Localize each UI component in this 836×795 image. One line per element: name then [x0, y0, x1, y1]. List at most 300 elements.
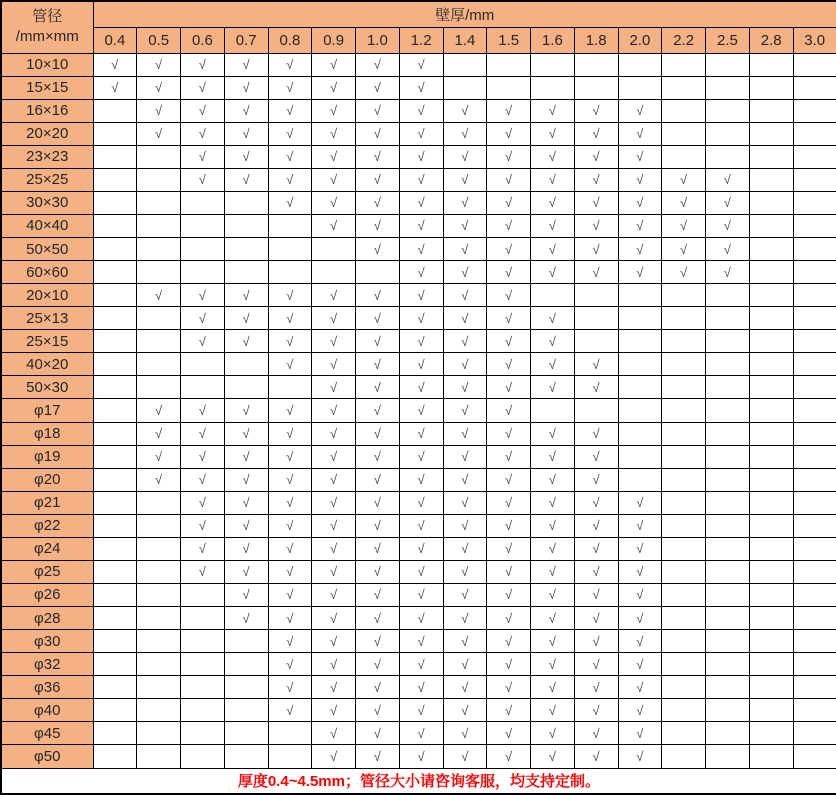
empty-cell [93, 537, 137, 560]
check-cell: √ [443, 491, 487, 514]
empty-cell [574, 399, 618, 422]
empty-cell [706, 307, 750, 330]
check-cell: √ [224, 445, 268, 468]
col-header-1.2: 1.2 [399, 27, 443, 53]
empty-cell [268, 376, 312, 399]
empty-cell [93, 330, 137, 353]
check-cell: √ [312, 214, 356, 237]
empty-cell [356, 261, 400, 284]
check-cell: √ [312, 99, 356, 122]
empty-cell [662, 699, 706, 722]
empty-cell [268, 214, 312, 237]
check-cell: √ [574, 676, 618, 699]
check-cell: √ [618, 145, 662, 168]
check-cell: √ [487, 491, 531, 514]
empty-cell [662, 399, 706, 422]
check-cell: √ [443, 353, 487, 376]
check-cell: √ [399, 353, 443, 376]
check-cell: √ [487, 214, 531, 237]
empty-cell [268, 745, 312, 768]
row-label: φ17 [1, 399, 93, 422]
check-cell: √ [181, 560, 225, 583]
empty-cell [137, 238, 181, 261]
check-cell: √ [574, 745, 618, 768]
check-cell: √ [574, 191, 618, 214]
col-header-1.4: 1.4 [443, 27, 487, 53]
empty-cell [181, 583, 225, 606]
check-cell: √ [487, 745, 531, 768]
empty-cell [662, 745, 706, 768]
check-cell: √ [531, 537, 575, 560]
row-label: 25×15 [1, 330, 93, 353]
empty-cell [224, 676, 268, 699]
check-cell: √ [268, 491, 312, 514]
empty-cell [706, 699, 750, 722]
check-cell: √ [531, 583, 575, 606]
check-cell: √ [662, 214, 706, 237]
check-cell: √ [399, 560, 443, 583]
empty-cell [749, 607, 793, 630]
check-cell: √ [312, 607, 356, 630]
check-cell: √ [399, 468, 443, 491]
empty-cell [93, 607, 137, 630]
check-cell: √ [268, 422, 312, 445]
empty-cell [749, 445, 793, 468]
check-cell: √ [618, 238, 662, 261]
table-row [1, 399, 836, 422]
check-cell: √ [487, 145, 531, 168]
empty-cell [706, 653, 750, 676]
check-cell: √ [312, 284, 356, 307]
row-label: φ32 [1, 653, 93, 676]
check-cell: √ [399, 238, 443, 261]
table-row [1, 76, 836, 99]
empty-cell [662, 560, 706, 583]
check-cell: √ [181, 168, 225, 191]
check-cell: √ [706, 261, 750, 284]
check-cell: √ [312, 676, 356, 699]
empty-cell [93, 399, 137, 422]
check-cell: √ [181, 330, 225, 353]
check-cell: √ [618, 560, 662, 583]
check-cell: √ [224, 583, 268, 606]
empty-cell [224, 699, 268, 722]
table-row [1, 168, 836, 191]
check-cell: √ [356, 514, 400, 537]
empty-cell [793, 399, 836, 422]
empty-cell [181, 653, 225, 676]
check-cell: √ [531, 676, 575, 699]
check-cell: √ [181, 76, 225, 99]
check-cell: √ [531, 491, 575, 514]
empty-cell [137, 376, 181, 399]
check-cell: √ [487, 468, 531, 491]
row-label: 50×30 [1, 376, 93, 399]
empty-cell [137, 653, 181, 676]
check-cell: √ [574, 99, 618, 122]
check-cell: √ [574, 238, 618, 261]
empty-cell [181, 722, 225, 745]
check-cell: √ [574, 630, 618, 653]
table-row [1, 53, 836, 76]
table-row [1, 699, 836, 722]
check-cell: √ [399, 122, 443, 145]
thickness-header: 壁厚/mm [93, 1, 836, 27]
empty-cell [93, 238, 137, 261]
empty-cell [137, 145, 181, 168]
check-cell: √ [531, 422, 575, 445]
check-cell: √ [268, 99, 312, 122]
check-cell: √ [399, 745, 443, 768]
check-cell: √ [531, 307, 575, 330]
empty-cell [662, 76, 706, 99]
empty-cell [749, 122, 793, 145]
check-cell: √ [224, 468, 268, 491]
check-cell: √ [443, 745, 487, 768]
check-cell: √ [531, 99, 575, 122]
empty-cell [93, 284, 137, 307]
check-cell: √ [399, 399, 443, 422]
row-label: φ18 [1, 422, 93, 445]
check-cell: √ [443, 607, 487, 630]
empty-cell [224, 376, 268, 399]
empty-cell [531, 53, 575, 76]
check-cell: √ [356, 122, 400, 145]
empty-cell [181, 630, 225, 653]
col-header-1.6: 1.6 [531, 27, 575, 53]
empty-cell [793, 722, 836, 745]
table-row [1, 191, 836, 214]
empty-cell [181, 376, 225, 399]
row-label: 40×40 [1, 214, 93, 237]
empty-cell [531, 284, 575, 307]
empty-cell [793, 422, 836, 445]
check-cell: √ [399, 491, 443, 514]
empty-cell [662, 468, 706, 491]
empty-cell [662, 537, 706, 560]
check-cell: √ [268, 399, 312, 422]
check-cell: √ [268, 330, 312, 353]
check-cell: √ [312, 376, 356, 399]
check-cell: √ [618, 99, 662, 122]
check-cell: √ [487, 284, 531, 307]
check-cell: √ [224, 168, 268, 191]
empty-cell [224, 745, 268, 768]
check-cell: √ [399, 653, 443, 676]
col-header-0.6: 0.6 [181, 27, 225, 53]
check-cell: √ [399, 330, 443, 353]
empty-cell [706, 560, 750, 583]
table-row [1, 330, 836, 353]
check-cell: √ [443, 560, 487, 583]
check-cell: √ [312, 537, 356, 560]
check-cell: √ [181, 468, 225, 491]
check-cell: √ [574, 376, 618, 399]
check-cell: √ [443, 307, 487, 330]
empty-cell [793, 168, 836, 191]
table-row [1, 560, 836, 583]
check-cell: √ [574, 491, 618, 514]
empty-cell [706, 445, 750, 468]
table-row [1, 653, 836, 676]
check-cell: √ [487, 607, 531, 630]
empty-cell [706, 422, 750, 445]
check-cell: √ [356, 583, 400, 606]
empty-cell [793, 491, 836, 514]
empty-cell [749, 653, 793, 676]
table-row [1, 122, 836, 145]
empty-cell [662, 607, 706, 630]
empty-cell [749, 238, 793, 261]
check-cell: √ [531, 630, 575, 653]
empty-cell [93, 445, 137, 468]
check-cell: √ [487, 537, 531, 560]
check-cell: √ [531, 468, 575, 491]
check-cell: √ [487, 376, 531, 399]
col-header-1.0: 1.0 [356, 27, 400, 53]
check-cell: √ [662, 261, 706, 284]
row-label: 40×20 [1, 353, 93, 376]
check-cell: √ [268, 284, 312, 307]
row-label: φ50 [1, 745, 93, 768]
check-cell: √ [356, 445, 400, 468]
check-cell: √ [356, 630, 400, 653]
check-cell: √ [356, 145, 400, 168]
col-header-2.8: 2.8 [749, 27, 793, 53]
check-cell: √ [399, 99, 443, 122]
empty-cell [749, 168, 793, 191]
empty-cell [531, 76, 575, 99]
empty-cell [706, 99, 750, 122]
check-cell: √ [618, 653, 662, 676]
empty-cell [93, 307, 137, 330]
check-cell: √ [312, 653, 356, 676]
check-cell: √ [443, 330, 487, 353]
empty-cell [706, 630, 750, 653]
check-cell: √ [312, 76, 356, 99]
check-cell: √ [487, 445, 531, 468]
table-row [1, 376, 836, 399]
empty-cell [574, 53, 618, 76]
empty-cell [618, 330, 662, 353]
check-cell: √ [706, 168, 750, 191]
check-cell: √ [574, 168, 618, 191]
check-cell: √ [443, 168, 487, 191]
row-label: φ26 [1, 583, 93, 606]
empty-cell [268, 722, 312, 745]
check-cell: √ [356, 307, 400, 330]
check-cell: √ [312, 353, 356, 376]
empty-cell [618, 422, 662, 445]
check-cell: √ [618, 122, 662, 145]
empty-cell [93, 722, 137, 745]
empty-cell [706, 676, 750, 699]
empty-cell [618, 399, 662, 422]
check-cell: √ [224, 284, 268, 307]
empty-cell [793, 445, 836, 468]
check-cell: √ [356, 422, 400, 445]
empty-cell [137, 607, 181, 630]
check-cell: √ [356, 607, 400, 630]
row-label: φ19 [1, 445, 93, 468]
check-cell: √ [356, 560, 400, 583]
empty-cell [93, 630, 137, 653]
check-cell: √ [399, 514, 443, 537]
empty-cell [793, 353, 836, 376]
check-cell: √ [224, 99, 268, 122]
empty-cell [93, 261, 137, 284]
empty-cell [93, 583, 137, 606]
empty-cell [181, 238, 225, 261]
empty-cell [706, 745, 750, 768]
check-cell: √ [574, 214, 618, 237]
check-cell: √ [181, 422, 225, 445]
empty-cell [793, 583, 836, 606]
empty-cell [443, 53, 487, 76]
empty-cell [137, 514, 181, 537]
check-cell: √ [399, 537, 443, 560]
corner-header-cell [1, 1, 93, 53]
check-cell: √ [574, 514, 618, 537]
check-cell: √ [618, 607, 662, 630]
empty-cell [793, 214, 836, 237]
empty-cell [137, 537, 181, 560]
empty-cell [93, 99, 137, 122]
table-row [1, 514, 836, 537]
check-cell: √ [574, 583, 618, 606]
empty-cell [93, 122, 137, 145]
empty-cell [137, 745, 181, 768]
check-cell: √ [531, 607, 575, 630]
empty-cell [93, 468, 137, 491]
check-cell: √ [312, 168, 356, 191]
check-cell: √ [268, 307, 312, 330]
check-cell: √ [487, 560, 531, 583]
empty-cell [793, 330, 836, 353]
row-label: 15×15 [1, 76, 93, 99]
empty-cell [137, 630, 181, 653]
check-cell: √ [356, 376, 400, 399]
col-header-1.8: 1.8 [574, 27, 618, 53]
empty-cell [181, 261, 225, 284]
check-cell: √ [574, 445, 618, 468]
empty-cell [793, 653, 836, 676]
empty-cell [662, 722, 706, 745]
row-label: 10×10 [1, 53, 93, 76]
empty-cell [618, 284, 662, 307]
empty-cell [574, 307, 618, 330]
table-row [1, 445, 836, 468]
empty-cell [706, 145, 750, 168]
empty-cell [224, 722, 268, 745]
row-label: φ30 [1, 630, 93, 653]
empty-cell [487, 76, 531, 99]
check-cell: √ [618, 168, 662, 191]
empty-cell [662, 99, 706, 122]
empty-cell [793, 514, 836, 537]
empty-cell [93, 422, 137, 445]
check-cell: √ [443, 261, 487, 284]
table-row [1, 353, 836, 376]
empty-cell [793, 99, 836, 122]
check-cell: √ [268, 76, 312, 99]
check-cell: √ [531, 653, 575, 676]
check-cell: √ [137, 468, 181, 491]
check-cell: √ [356, 399, 400, 422]
check-cell: √ [443, 699, 487, 722]
check-cell: √ [531, 745, 575, 768]
check-cell: √ [224, 537, 268, 560]
empty-cell [793, 676, 836, 699]
check-cell: √ [443, 422, 487, 445]
empty-cell [749, 537, 793, 560]
check-cell: √ [181, 399, 225, 422]
empty-cell [749, 468, 793, 491]
empty-cell [749, 145, 793, 168]
check-cell: √ [137, 399, 181, 422]
check-cell: √ [93, 76, 137, 99]
check-cell: √ [268, 560, 312, 583]
check-cell: √ [487, 307, 531, 330]
empty-cell [662, 145, 706, 168]
empty-cell [662, 284, 706, 307]
check-cell: √ [487, 168, 531, 191]
empty-cell [93, 376, 137, 399]
col-header-0.4: 0.4 [93, 27, 137, 53]
row-label: 60×60 [1, 261, 93, 284]
check-cell: √ [399, 607, 443, 630]
empty-cell [574, 284, 618, 307]
empty-cell [793, 376, 836, 399]
table-row [1, 422, 836, 445]
empty-cell [706, 284, 750, 307]
table-row [1, 583, 836, 606]
empty-cell [93, 145, 137, 168]
table-row [1, 491, 836, 514]
empty-cell [793, 145, 836, 168]
check-cell: √ [399, 307, 443, 330]
empty-cell [93, 653, 137, 676]
empty-cell [224, 238, 268, 261]
empty-cell [93, 560, 137, 583]
check-cell: √ [181, 491, 225, 514]
check-cell: √ [443, 653, 487, 676]
empty-cell [137, 168, 181, 191]
col-header-2.0: 2.0 [618, 27, 662, 53]
empty-cell [93, 214, 137, 237]
empty-cell [793, 76, 836, 99]
check-cell: √ [618, 261, 662, 284]
check-cell: √ [487, 514, 531, 537]
check-cell: √ [574, 468, 618, 491]
empty-cell [793, 261, 836, 284]
empty-cell [224, 653, 268, 676]
check-cell: √ [137, 53, 181, 76]
check-cell: √ [574, 122, 618, 145]
table-row [1, 214, 836, 237]
check-cell: √ [399, 676, 443, 699]
empty-cell [662, 307, 706, 330]
check-cell: √ [312, 745, 356, 768]
empty-cell [749, 53, 793, 76]
empty-cell [93, 676, 137, 699]
table-row [1, 676, 836, 699]
empty-cell [706, 122, 750, 145]
check-cell: √ [137, 284, 181, 307]
row-label: φ25 [1, 560, 93, 583]
empty-cell [749, 745, 793, 768]
check-cell: √ [312, 53, 356, 76]
